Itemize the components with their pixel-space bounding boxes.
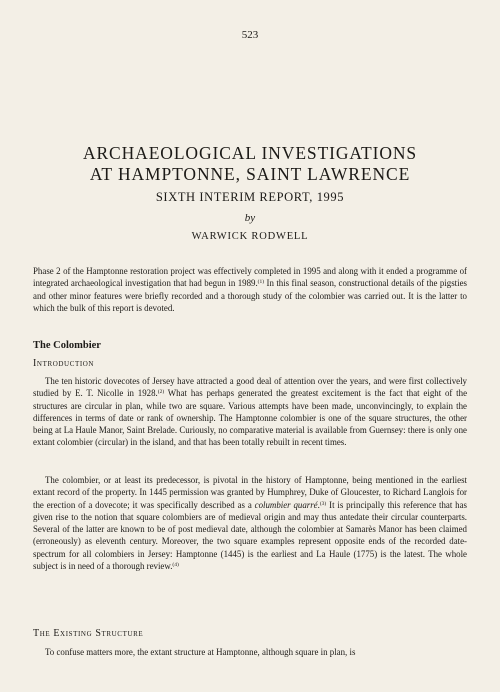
footnote-ref-2: (2) [157, 389, 165, 396]
footnote-ref-3: (3) [319, 500, 327, 507]
article-title-line-2: AT HAMPTONNE, SAINT LAWRENCE [89, 164, 411, 184]
para2-text-3: It is principally this reference that has given rise to the notion that square colombiers are of medieval origin and may thus antedate their circular counterparts. Several of the latter are known to be of post medieval date, although the colombier at Samarès Manor has been claimed (erroneously) as eleventh century. Moreover, the two square examples represent opposite ends of the recorded date-spectrum for all colombiers in Jersey: Hamptonne (1445) is the earliest and La Haule (1775) is the latest. The whole subject is in need of a thorough review. [33, 499, 467, 572]
article-title [0, 143, 500, 185]
subsection-heading-introduction: Introduction [33, 358, 95, 369]
para1-text-1: The ten historic dovecotes of Jersey have attracted a good deal of attention over the years, and were first collectively studied by E. T. Nicolle in 1928. [33, 376, 467, 399]
para2-text-2: . [317, 499, 320, 510]
abstract-paragraph [33, 265, 467, 314]
abstract-text-2: In this final season, constructional details of the pigsties and other minor features were briefly recorded and a thorough study of the colombier was carried out. It is the latter to which the bulk of this report is devoted. [33, 278, 467, 313]
footnote-ref-1: (1) [257, 279, 265, 286]
para2-italic: columbier quarré [254, 499, 318, 510]
article-title-line-1: ARCHAEOLOGICAL INVESTIGATIONS [82, 143, 418, 163]
byline-by: by [244, 212, 256, 224]
author-name: WARWICK RODWELL [191, 231, 309, 242]
section-heading: The Colombier [33, 340, 101, 351]
subsection-heading-existing-structure: The Existing Structure [33, 628, 144, 639]
introduction-paragraph-2 [33, 474, 467, 572]
footnote-ref-4: (4) [172, 562, 179, 569]
article-subtitle: SIXTH INTERIM REPORT, 1995 [155, 190, 345, 204]
para2-text-1: The colombier, or at least its predecessor, is pivotal in the history of Hamptonne, being mentioned in the earliest extant record of the property. In 1445 permission was granted by Humphrey, Duke of Gloucester, to Richard Langlois for the erection of a dovecote; it was specifically described as a [33, 475, 467, 510]
para1-text-2: What has perhaps generated the greatest excitement is the fact that eight of the structures are circular in plan, while two are square. Various attempts have been made, unconvincingly, to explain the differences in terms of date or rank of ownership. The Hamptonne colombier is one of the square structures, the other being at La Haule Manor, Saint Brelade. Curiously, no comparative material is available from Guernsey: there is only one extant colombier (circular) in the island, and that has been totally rebuilt in recent times. [33, 388, 468, 448]
para3-text: To confuse matters more, the extant structure at Hamptonne, although square in plan, is [45, 647, 356, 657]
introduction-paragraph-1 [33, 375, 467, 449]
page-number: 523 [241, 29, 259, 41]
abstract-text-1: Phase 2 of the Hamptonne restoration project was effectively completed in 1995 and along with it ended a programme of integrated archaeological investigation that had begun in 1989. [33, 266, 467, 289]
existing-structure-paragraph [33, 646, 467, 658]
